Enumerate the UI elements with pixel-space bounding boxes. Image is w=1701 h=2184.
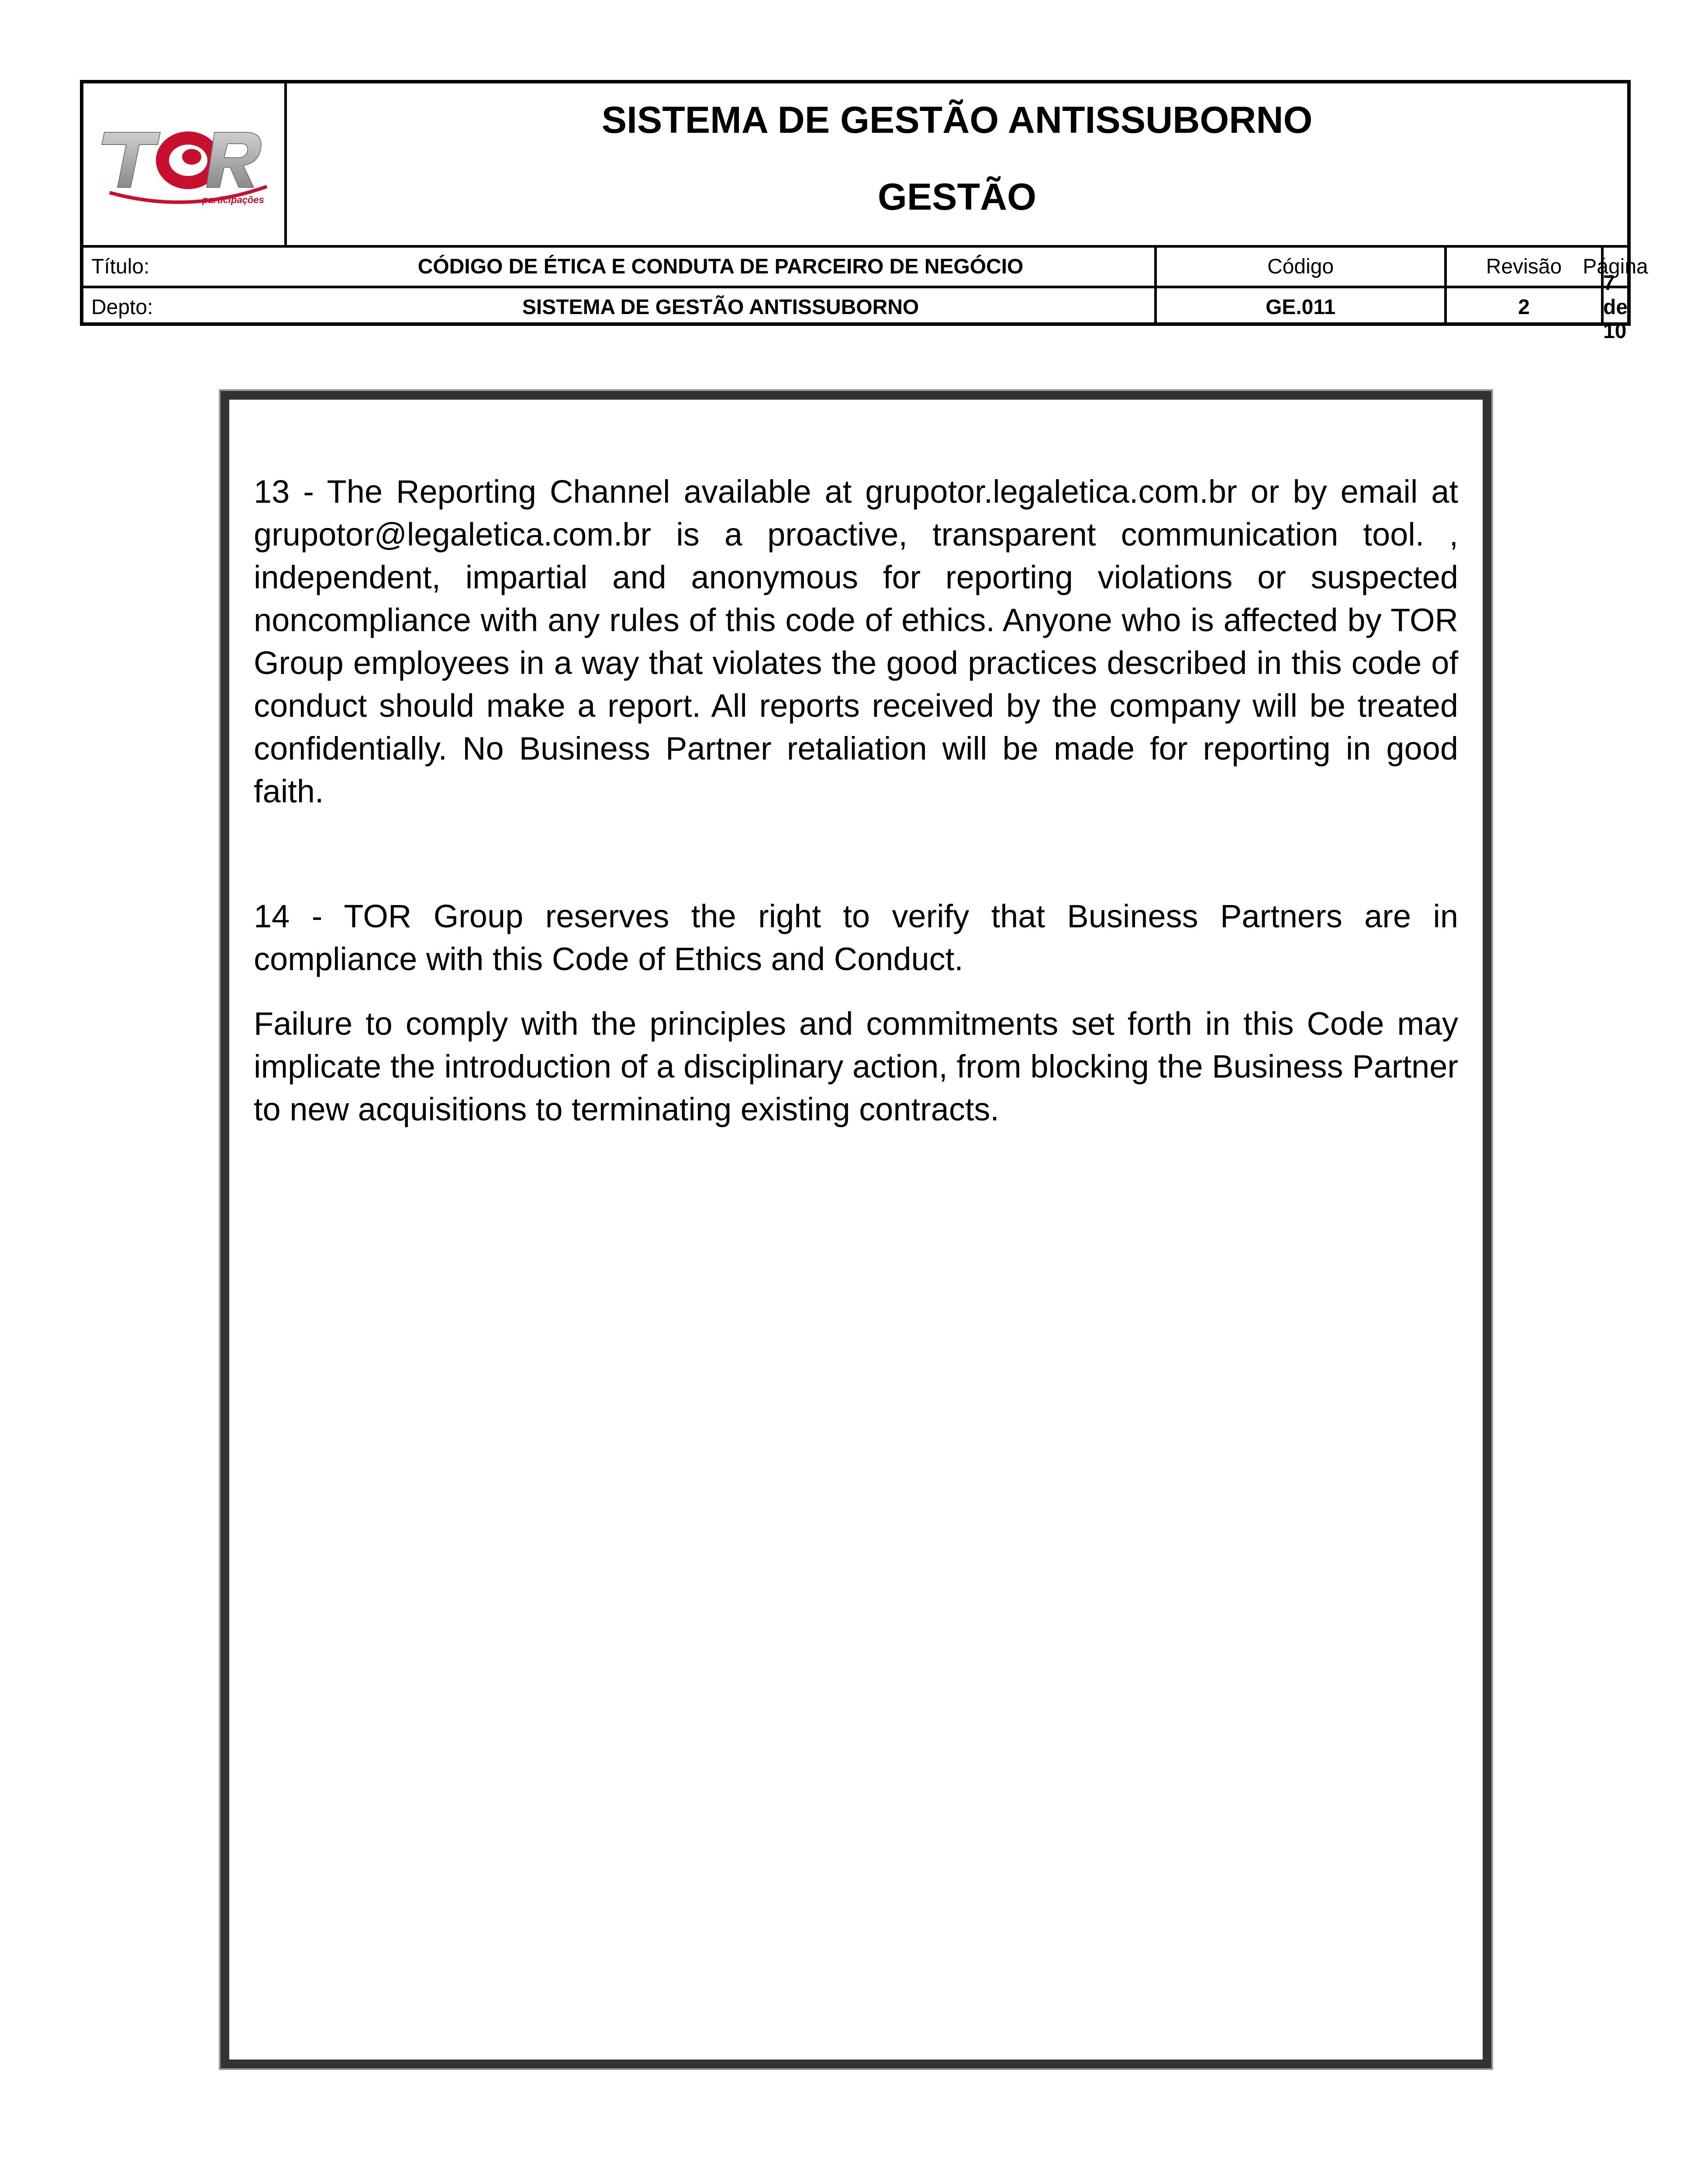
tor-logo <box>83 83 287 245</box>
paragraph-item-14-followup: Failure to comply with the principles and commitments set forth in this Code may implicate the introduction of a disciplinary action, from blocking the Business Partner to new acquisitions to terminating existing contracts. <box>254 1006 1458 1127</box>
content-box <box>221 391 1491 2068</box>
codigo-value: GE.011 <box>1157 288 1447 326</box>
pagina-value: 7 de 10 <box>1603 271 1628 343</box>
system-title: SISTEMA DE GESTÃO ANTISSUBORNO <box>601 99 1313 141</box>
logo-tagline: participações <box>202 194 264 205</box>
paragraph-item-14: 14 - TOR Group reserves the right to verify that Business Partners are in compliance with this Code of Ethics and Conduct. <box>254 898 1458 977</box>
pagina-label: Página <box>1583 255 1648 278</box>
titulo-value: CÓDIGO DE ÉTICA E CONDUTA DE PARCEIRO DE NEGÓCIO <box>287 248 1157 286</box>
header-row-depto <box>83 271 1628 343</box>
document-header <box>80 80 1648 343</box>
depto-value: SISTEMA DE GESTÃO ANTISSUBORNO <box>287 288 1157 326</box>
header-row-titulo <box>83 245 1648 286</box>
codigo-label: Código <box>1157 248 1447 286</box>
logo-cell <box>83 83 287 245</box>
revisao-label: Revisão <box>1447 248 1604 286</box>
paragraph-item-13: 13 - The Reporting Channel available at grupotor.legaletica.com.br or by email at grupotor@legaletica.com.br is a proactive, transparent communication tool. , independent, impartial and anonymous for reporting violations or suspected noncompliance with any rules of this code of ethics. Anyone who is affected by TOR Group employees in a way that violates the good practices described in this code of conduct should make a report. All reports received by the company will be treated confidentially. No Business Partner retaliation will be made for reporting in good faith. <box>254 473 1458 809</box>
title-cell <box>287 83 1627 245</box>
titulo-label: Título: <box>91 255 150 278</box>
content-body <box>254 470 1458 1131</box>
revisao-value: 2 <box>1447 288 1604 326</box>
section-title: GESTÃO <box>877 176 1037 218</box>
depto-label: Depto: <box>91 295 153 319</box>
